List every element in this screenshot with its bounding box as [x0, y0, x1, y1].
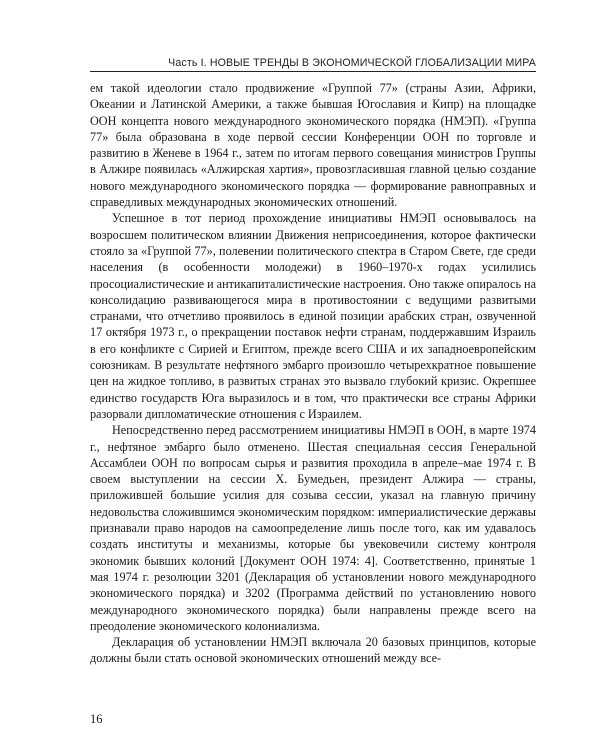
paragraph-4: Декларация об установлении НМЭП включала 20 базовых принципов, которые должны были стать основой экономических отношений между все- — [90, 635, 536, 666]
body-text — [90, 80, 536, 667]
page-number: 16 — [90, 712, 103, 726]
running-header — [90, 50, 536, 72]
paragraph-2: Успешное в тот период прохождение инициативы НМЭП основывалось на возросшем политическом влиянии Движения неприсоединения, которое фактически стояло за «Группой 77», полевении политического спектра в Старом Свете, где среди населения (в особенности молодежи) в 1960–1970-х годах усилились просоциалистические и антикапиталистические настроения. Оно также опиралось на консолидацию развивающегося мира в противостоянии с ведущими развитыми странами, что отчетливо проявилось в единой позиции арабских стран, озвученной 17 октября 1973 г., о прекращении поставок нефти странам, поддержавшим Израиль в его конфликте с Сирией и Египтом, прежде всего США и их западноевропейским союзникам. В результате нефтяного эмбарго произошло четырехкратное повышение цен на жидкое топливо, в развитых странах это вызвало глубокий кризис. Окрепшее единство государств Юга выразилось и в том, что практически все страны Африки разорвали дипломатические отношения с Израилем. — [90, 211, 536, 421]
paragraph-1: ем такой идеологии стало продвижение «Группой 77» (страны Азии, Африки, Океании и Латинской Америки, а также бывшая Югославия и Кипр) на площадке ООН концепта нового международного экономического порядка (НМЭП). «Группа 77» была образована в ходе первой сессии Конференции ООН по торговле и развитию в Женеве в 1964 г., затем по итогам первого совещания министров Группы в Алжире появилась «Алжирская хартия», провозгласившая главной целью создание нового международного экономического порядка — формирование равноправных и справедливых международных экономических отношений. — [90, 81, 536, 210]
paragraph-3: Непосредственно перед рассмотрением инициативы НМЭП в ООН, в марте 1974 г., нефтяное эмбарго было отменено. Шестая специальная сессия Генеральной Ассамблеи ООН по вопросам сырья и развития проходила в апреле–мае 1974 г. В своем выступлении на сессии Х. Бумедьен, президент Алжира — страны, приложившей большие усилия для созыва сессии, указал на главную причину недовольства сложившимся экономическим порядком: империалистические державы признавали право народов на самоопределение лишь после того, как им удавалось создать институты и механизмы, которые бы увековечили систему контроля экономик бывших колоний [Документ ООН 1974: 4]. Соответственно, принятые 1 мая 1974 г. резолюции 3201 (Декларация об установлении нового международного экономического порядка) и 3202 (Программа действий по установлению нового международного экономического порядка) были направлены прежде всего на преодоление экономического колониализма. — [90, 423, 536, 633]
running-title: Часть I. НОВЫЕ ТРЕНДЫ В ЭКОНОМИЧЕСКОЙ ГЛОБАЛИЗАЦИИ МИРА — [168, 57, 536, 69]
